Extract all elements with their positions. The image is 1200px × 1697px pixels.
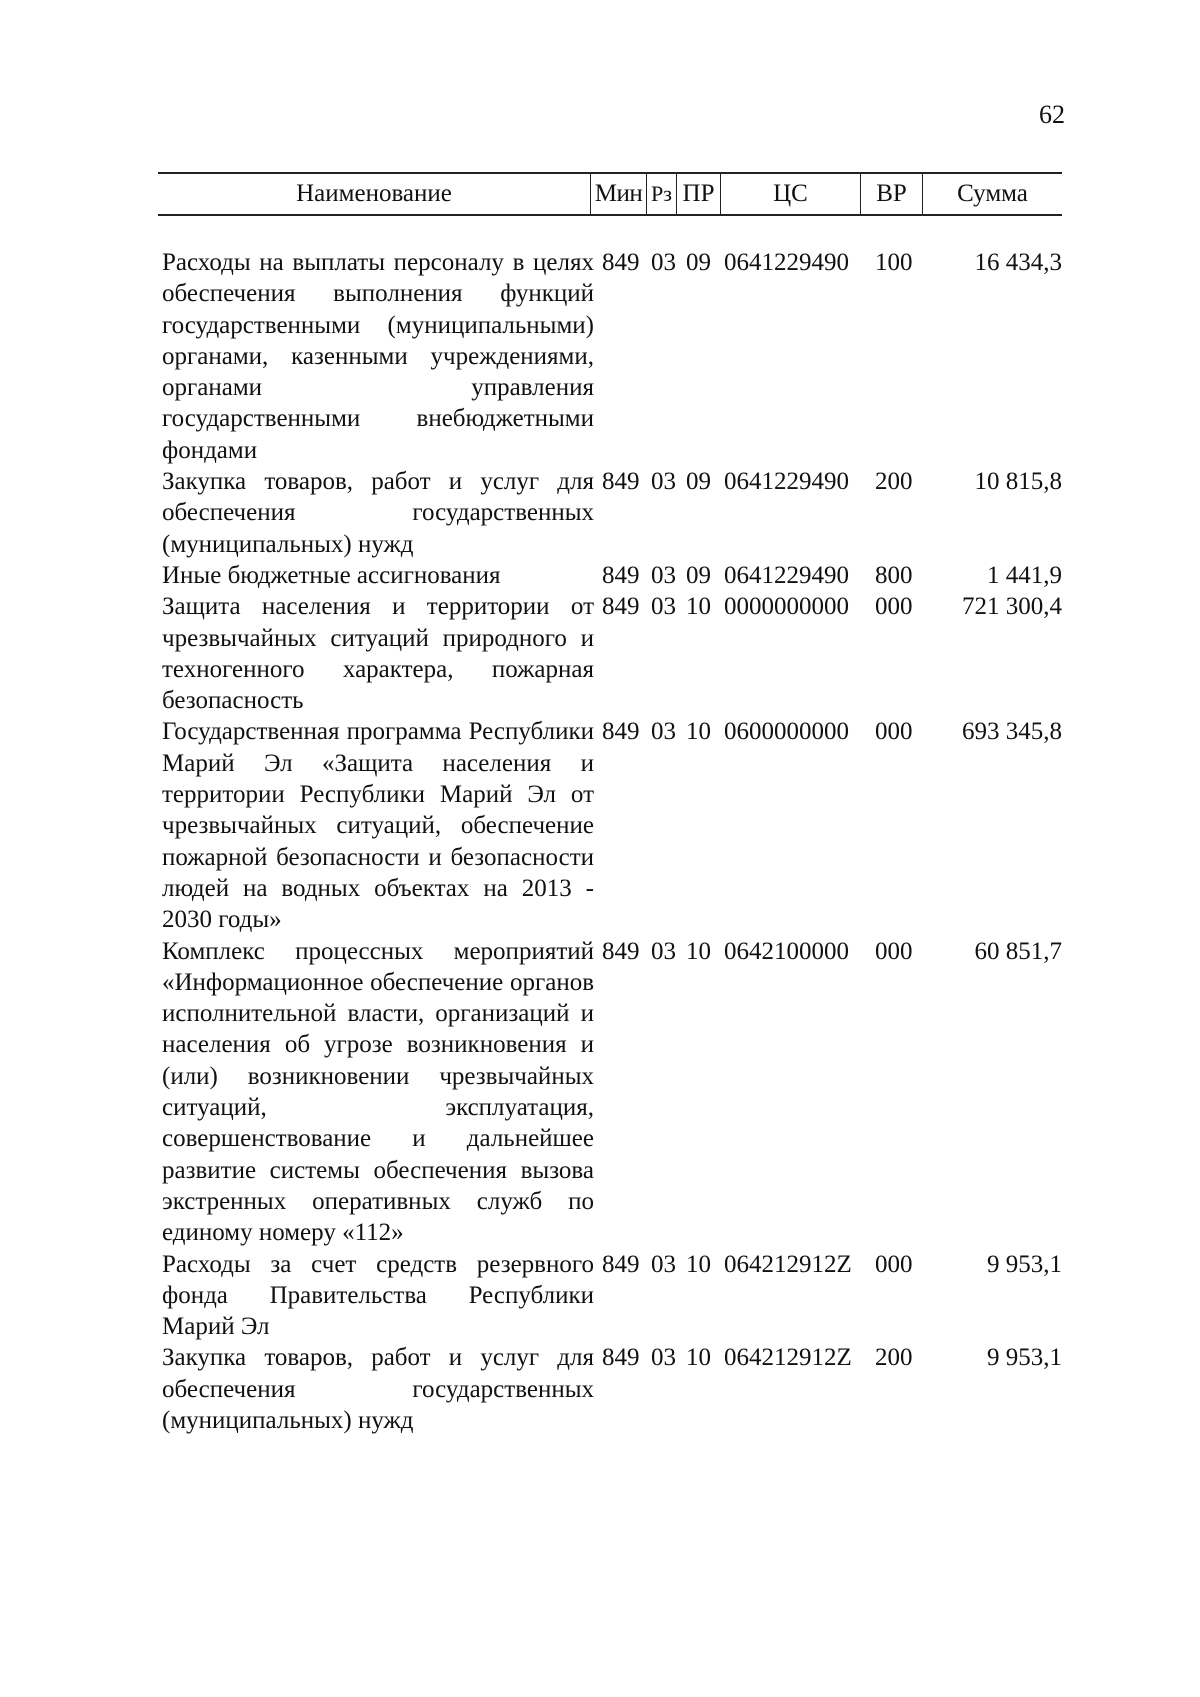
row-name: Расходы на выплаты персоналу в целях обеспечения выполнения функций государственными (муниципальными) органами, казенными учреждениями, органами управления государственными внебюджетными фондами: [162, 249, 594, 464]
row-vr: 000: [875, 718, 913, 746]
header-sum: Сумма: [922, 174, 1062, 214]
table-row: [162, 1342, 1062, 1436]
row-sum: 9 953,1: [987, 1250, 1062, 1278]
table-row: [162, 466, 1062, 560]
row-vr: 000: [875, 937, 913, 965]
row-rz: 03: [651, 561, 676, 589]
table-body: [162, 247, 1062, 1436]
row-pr: 10: [686, 593, 711, 621]
row-min: 849: [602, 249, 640, 276]
row-pr: 10: [686, 937, 711, 965]
table-row: [162, 591, 1062, 716]
table-row: [162, 1249, 1062, 1343]
row-name: Защита населения и территории от чрезвычайных ситуаций природного и техногенного характера, пожарная безопасность: [162, 593, 594, 715]
row-min: 849: [602, 718, 640, 746]
row-cs: 0641229490: [724, 468, 849, 496]
row-pr: 10: [686, 1344, 711, 1372]
row-name: Расходы за счет средств резервного фонда Правительства Республики Марий Эл: [162, 1250, 594, 1341]
row-min: 849: [602, 468, 640, 496]
row-sum: 9 953,1: [987, 1344, 1062, 1372]
row-pr: 10: [686, 718, 711, 746]
row-sum: 721 300,4: [962, 593, 1062, 621]
row-sum: 693 345,8: [962, 718, 1062, 746]
row-rz: 03: [651, 468, 676, 496]
table-row: [162, 716, 1062, 935]
header-min: Мин: [590, 174, 646, 214]
row-pr: 09: [686, 561, 711, 589]
table-row: [162, 936, 1062, 1249]
row-cs: 0641229490: [724, 249, 849, 276]
header-rz: Рз: [646, 174, 676, 214]
row-rz: 03: [651, 718, 676, 746]
row-rz: 03: [651, 1250, 676, 1278]
row-cs: 064212912Z: [724, 1250, 852, 1278]
row-vr: 000: [875, 593, 913, 621]
row-vr: 000: [875, 1250, 913, 1278]
row-vr: 200: [875, 1344, 913, 1372]
row-min: 849: [602, 937, 640, 965]
table-row: [162, 247, 1062, 466]
row-pr: 09: [686, 468, 711, 496]
row-sum: 16 434,3: [974, 249, 1062, 276]
row-name: Закупка товаров, работ и услуг для обеспечения государственных (муниципальных) нужд: [162, 1344, 594, 1434]
table-row: [162, 560, 1062, 591]
row-min: 849: [602, 1250, 640, 1278]
header-pr: ПР: [676, 174, 720, 214]
row-rz: 03: [651, 249, 676, 276]
row-name: Иные бюджетные ассигнования: [162, 561, 501, 589]
page-number: 62: [1039, 100, 1065, 129]
row-sum: 60 851,7: [974, 937, 1062, 965]
row-name: Закупка товаров, работ и услуг для обеспечения государственных (муниципальных) нужд: [162, 468, 594, 558]
row-cs: 0641229490: [724, 561, 849, 589]
row-cs: 0000000000: [724, 593, 849, 621]
row-sum: 10 815,8: [974, 468, 1062, 496]
header-name: Наименование: [296, 180, 452, 207]
row-min: 849: [602, 561, 640, 589]
header-cs: ЦС: [720, 174, 860, 214]
row-name: Комплекс процессных мероприятий «Информационное обеспечение органов исполнительной власти, организаций и населения об угрозе возникновения и (или) возникновении чрезвычайных ситуаций, эксплуатация, совершенствование и дальнейшее развитие системы обеспечения вызова экстренных оперативных служб по единому номеру «112»: [162, 937, 594, 1247]
row-name: Государственная программа Республики Марий Эл «Защита населения и территории Республики Марий Эл от чрезвычайных ситуаций, обеспечение пожарной безопасности и безопасности людей на водных объектах на 2013 - 2030 годы»: [162, 718, 594, 934]
row-vr: 100: [875, 249, 913, 276]
row-sum: 1 441,9: [987, 561, 1062, 589]
row-pr: 10: [686, 1250, 711, 1278]
row-cs: 0600000000: [724, 718, 849, 746]
header-vr: ВР: [860, 174, 922, 214]
row-cs: 0642100000: [724, 937, 849, 965]
row-rz: 03: [651, 937, 676, 965]
row-min: 849: [602, 1344, 640, 1372]
table-header: [158, 172, 1062, 216]
row-min: 849: [602, 593, 640, 621]
row-cs: 064212912Z: [724, 1344, 852, 1372]
row-vr: 200: [875, 468, 913, 496]
row-pr: 09: [686, 249, 711, 276]
row-rz: 03: [651, 593, 676, 621]
row-rz: 03: [651, 1344, 676, 1372]
row-vr: 800: [875, 561, 913, 589]
